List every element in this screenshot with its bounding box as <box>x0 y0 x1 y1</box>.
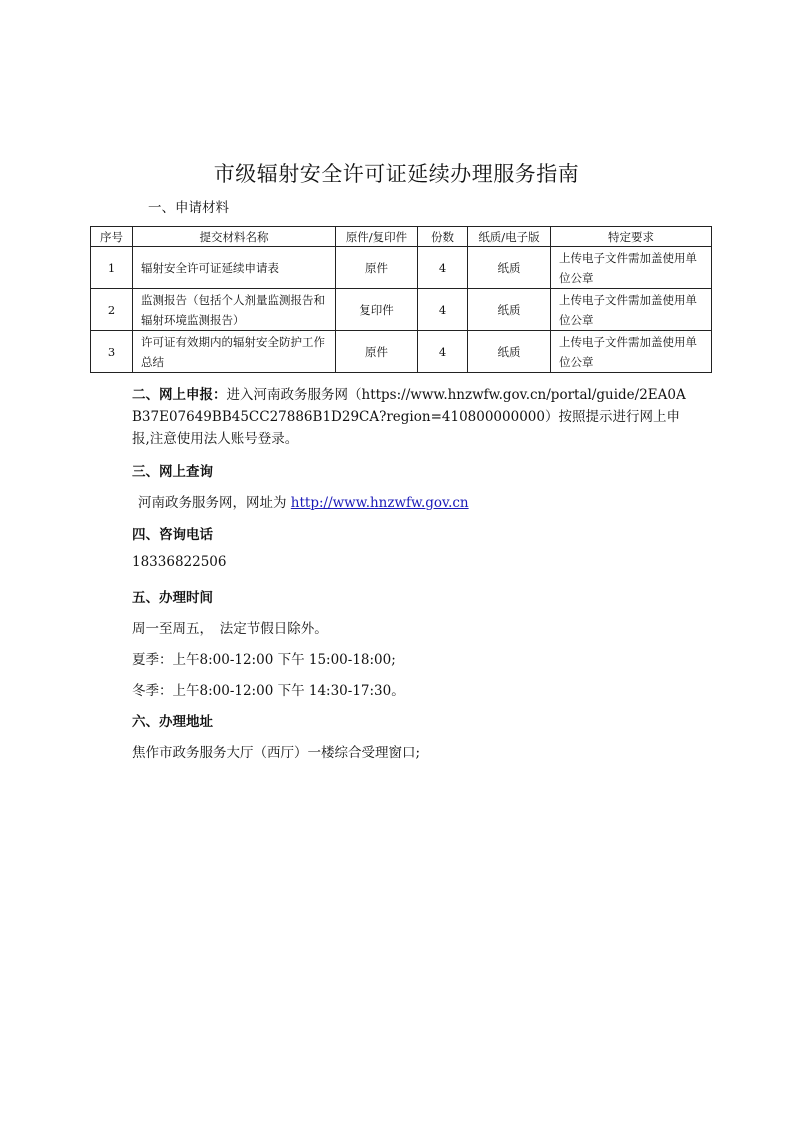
table-row <box>91 289 712 331</box>
cell-name: 辐射安全许可证延续申请表 <box>133 247 336 289</box>
cell-format: 纸质 <box>468 247 551 289</box>
online-apply-heading: 二、网上申报： <box>132 387 227 403</box>
hours-weekdays: 周一至周五， 法定节假日除外。 <box>132 621 328 637</box>
cell-no: 2 <box>91 289 133 331</box>
materials-table <box>90 226 712 373</box>
section-heading-materials: 一、申请材料 <box>148 200 229 216</box>
cell-count: 4 <box>418 289 468 331</box>
column-header-name: 提交材料名称 <box>133 227 336 247</box>
hours-winter: 冬季：上午8:00-12:00 下午 14:30-17:30。 <box>132 683 405 699</box>
table-row <box>91 331 712 373</box>
online-apply-text: 进入河南政务服务网（https://www.hnzwfw.gov.cn/portal/guide/2EA0AB37E07649BB45CC27886B1D29CA?region=410800000000）按照提示进行网上申报,注意使用法人账号登录。 <box>132 387 686 447</box>
section-heading-hours: 五、办理时间 <box>132 590 213 606</box>
address-text: 焦作市政务服务大厅（西厅）一楼综合受理窗口; <box>132 745 421 761</box>
cell-count: 4 <box>418 331 468 373</box>
cell-type: 原件 <box>336 331 418 373</box>
section-heading-online-query: 三、网上查询 <box>132 464 213 480</box>
cell-no: 1 <box>91 247 133 289</box>
column-header-type: 原件/复印件 <box>336 227 418 247</box>
table-row <box>91 247 712 289</box>
page-title: 市级辐射安全许可证延续办理服务指南 <box>213 162 580 186</box>
cell-type: 复印件 <box>336 289 418 331</box>
online-query-line <box>138 491 469 511</box>
cell-name: 监测报告（包括个人剂量监测报告和辐射环境监测报告） <box>133 289 336 331</box>
column-header-no: 序号 <box>91 227 133 247</box>
hours-summer: 夏季：上午8:00-12:00 下午 15:00-18:00; <box>132 652 396 668</box>
section-heading-address: 六、办理地址 <box>132 714 213 730</box>
cell-requirement: 上传电子文件需加盖使用单位公章 <box>551 247 712 289</box>
column-header-requirement: 特定要求 <box>551 227 712 247</box>
online-query-text: 河南政务服务网，网址为 <box>138 495 291 511</box>
column-header-format: 纸质/电子版 <box>468 227 551 247</box>
cell-requirement: 上传电子文件需加盖使用单位公章 <box>551 289 712 331</box>
cell-name: 许可证有效期内的辐射安全防护工作总结 <box>133 331 336 373</box>
cell-type: 原件 <box>336 247 418 289</box>
cell-requirement: 上传电子文件需加盖使用单位公章 <box>551 331 712 373</box>
cell-format: 纸质 <box>468 289 551 331</box>
column-header-count: 份数 <box>418 227 468 247</box>
cell-format: 纸质 <box>468 331 551 373</box>
table-header-row <box>91 227 712 247</box>
online-apply-paragraph <box>132 384 694 450</box>
cell-no: 3 <box>91 331 133 373</box>
phone-number: 18336822506 <box>132 554 227 570</box>
portal-link[interactable]: http://www.hnzwfw.gov.cn <box>290 495 469 511</box>
section-heading-phone: 四、咨询电话 <box>132 527 213 543</box>
cell-count: 4 <box>418 247 468 289</box>
